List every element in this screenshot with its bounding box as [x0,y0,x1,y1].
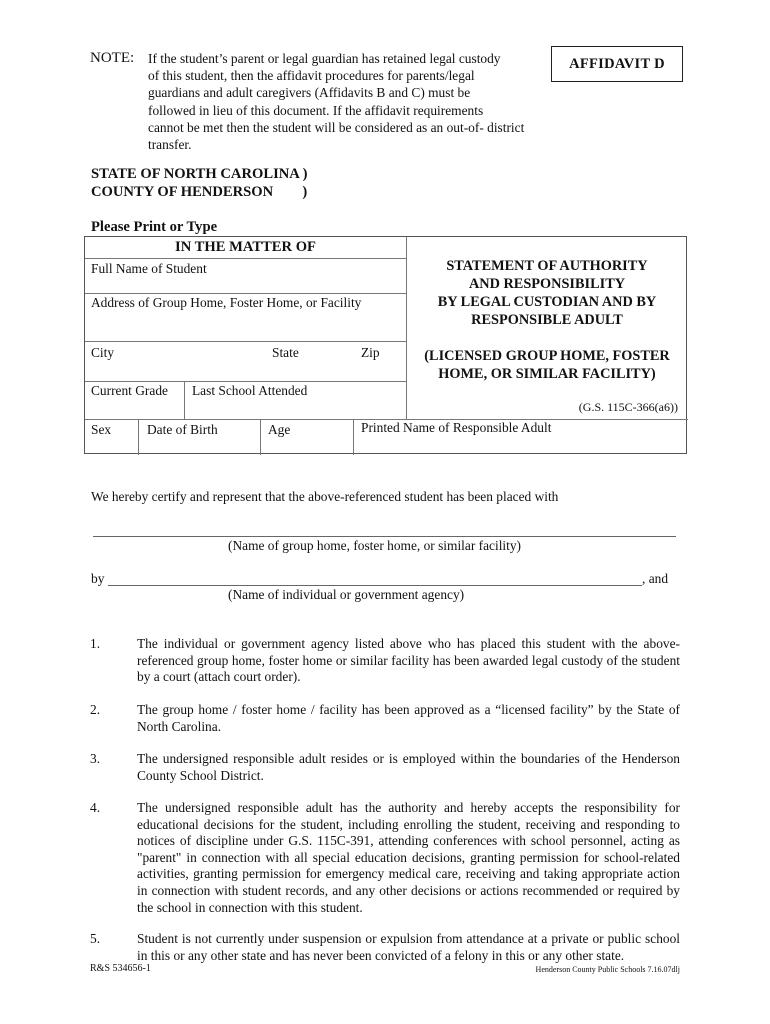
facility-note [407,347,687,383]
form-divider [138,419,139,455]
facility-name-line[interactable] [93,536,676,537]
statement-title-line: BY LEGAL CUSTODIAN AND BY [437,294,657,310]
form-divider [85,258,406,259]
statute-reference: (G.S. 115C-366(a6)) [578,400,678,414]
statement-title [407,257,687,329]
note-label: NOTE: [90,50,135,66]
affidavit-label-box [551,46,683,82]
facility-note-line: HOME, OR SIMILAR FACILITY) [438,366,656,382]
county-line: COUNTY OF HENDERSON ) [91,184,308,200]
note-line: transfer. [148,137,192,153]
city-field[interactable]: City [91,345,115,360]
note-line: If the student’s parent or legal guardian has retained legal custody [148,51,501,66]
current-grade-field[interactable]: Current Grade [91,383,168,398]
item-number: 1. [90,636,101,651]
item-text: The undersigned responsible adult resides or is employed within the boundaries of the Henderson County School District. [137,751,680,783]
facility-note-line: (LICENSED GROUP HOME, FOSTER [424,348,670,364]
statement-title-line: RESPONSIBLE ADULT [471,312,623,328]
item-number: 2. [90,702,101,717]
note-line: cannot be met then the student will be considered as an out-of- district [148,119,525,135]
state-field[interactable]: State [272,345,299,360]
agency-name-line[interactable] [108,585,642,586]
student-info-form [84,236,687,454]
item-text: Student is not currently under suspension or expulsion from attendance at a private or public school in this or any other state and has never been convicted of a felony in this or any other state. [137,931,680,963]
please-print-heading: Please Print or Type [91,219,218,235]
form-divider [184,381,185,420]
facility-caption: (Name of group home, foster home, or similar facility) [228,538,522,553]
item-text: The individual or government agency listed above who has placed this student with the above-referenced group home, foster home or similar facility has been awarded legal custody of the student by a court (attach court order). [137,636,680,685]
footer-org: Henderson County Public Schools 7.16.07dlj [535,965,680,974]
affidavit-label: AFFIDAVIT D [569,55,665,72]
form-divider [353,419,354,455]
item-text: The undersigned responsible adult has the authority and hereby accepts the responsibility for educational decisions for the student, including enrolling the student, receiving and responding to notices of discipline under G.S. 115C-391, attending conferences with school personnel, acting as "parent" in connection with all special education decisions, granting permission for school-related activities, granting permission for emergency medical care, receiving and taking appropriate action in connection with student records, and any other decisions or actions recommended or required by the school in connection with this student. [137,800,680,915]
statement-title-line: STATEMENT OF AUTHORITY [446,258,648,274]
agency-caption: (Name of individual or government agency) [228,587,465,602]
last-school-field[interactable]: Last School Attended [192,383,308,398]
item-text: The group home / foster home / facility has been approved as a “licensed facility” by the State of North Carolina. [137,702,680,734]
note-line: followed in lieu of this document. If the affidavit requirements [148,102,484,118]
state-line: STATE OF NORTH CAROLINA ) [91,166,308,182]
zip-field[interactable]: Zip [361,345,380,360]
item-number: 4. [90,800,101,815]
age-field[interactable]: Age [268,422,291,437]
responsible-adult-name-field[interactable]: Printed Name of Responsible Adult [361,420,552,435]
statement-title-line: AND RESPONSIBILITY [468,276,626,292]
form-number: R&S 534656-1 [90,963,151,974]
form-divider [85,381,406,382]
and-label: , and [642,571,669,586]
item-number: 3. [90,751,101,766]
item-number: 5. [90,931,101,946]
date-of-birth-field[interactable]: Date of Birth [147,422,218,437]
form-divider [85,341,406,342]
note-line: of this student, then the affidavit procedures for parents/legal [148,68,475,84]
address-field[interactable]: Address of Group Home, Foster Home, or Facility [91,295,362,310]
note-line: guardians and adult caregivers (Affidavits B and C) must be [148,85,471,101]
note-text [148,50,538,153]
certify-text: We hereby certify and represent that the above-referenced student has been placed with [91,489,559,504]
by-label: by [91,571,105,586]
sex-field[interactable]: Sex [91,422,112,437]
form-divider [260,419,261,455]
form-divider [85,293,406,294]
in-the-matter-heading: IN THE MATTER OF [175,239,316,255]
full-name-field[interactable]: Full Name of Student [91,261,207,276]
